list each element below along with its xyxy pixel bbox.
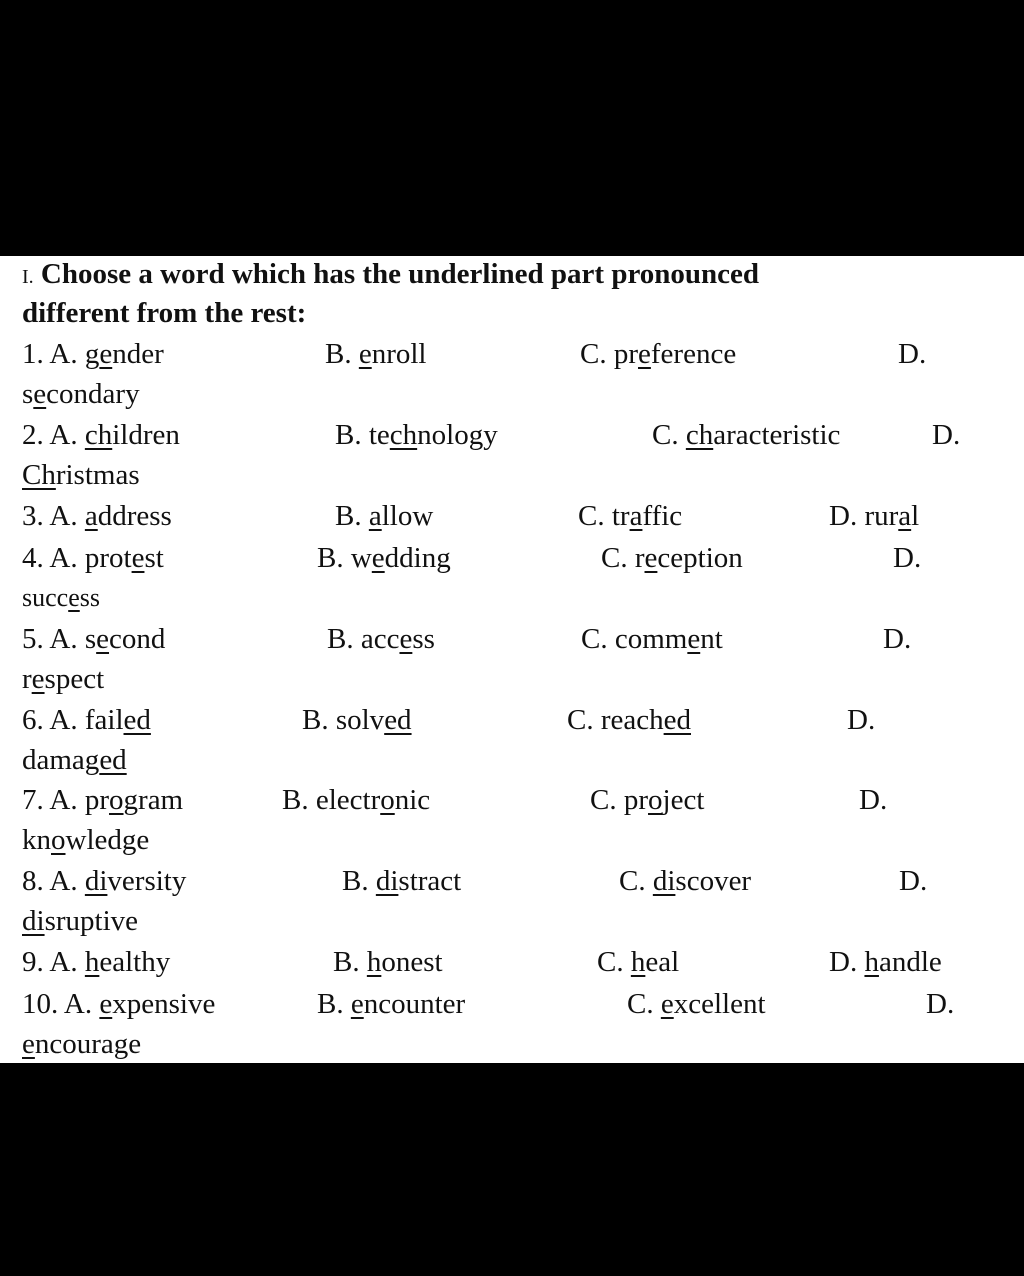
word-part: condary <box>46 378 140 410</box>
option-label: A. <box>49 704 78 736</box>
word-part: ncourage <box>34 1028 142 1060</box>
option-label: D. <box>893 542 922 574</box>
word-part: ristmas <box>55 459 140 491</box>
underlined-part: e <box>99 988 113 1020</box>
question-number: 5. <box>22 623 44 655</box>
underlined-part: ch <box>84 419 113 451</box>
question-number: 2. <box>22 419 44 451</box>
option-label: C. <box>590 784 617 816</box>
word-part: onest <box>381 946 443 978</box>
option-c-q6 <box>567 702 691 738</box>
option-b-q8 <box>342 863 461 899</box>
option-label: A. <box>63 988 93 1020</box>
option-a-q3 <box>22 498 172 534</box>
option-c-q8 <box>619 863 751 899</box>
option-label: A. <box>49 784 78 816</box>
question-number: 9. <box>22 946 44 978</box>
option-c-q7 <box>590 782 704 818</box>
word-part: scover <box>675 865 752 897</box>
underlined-part: e <box>22 1028 35 1060</box>
option-label: D. <box>847 704 876 736</box>
instruction-text-1: Choose a word which has the underlined part pronounced <box>40 258 760 290</box>
word-part: ference <box>650 338 737 370</box>
option-label: B. <box>325 338 352 370</box>
option-c-q2 <box>652 417 840 453</box>
question-number: 10. <box>22 988 59 1020</box>
word-part: rur <box>864 500 899 532</box>
instruction-text-2: different from the rest: <box>22 297 307 329</box>
option-c-q5 <box>581 621 723 657</box>
option-label: B. <box>317 542 344 574</box>
underlined-part: e <box>99 338 113 370</box>
underlined-part: di <box>652 865 676 897</box>
option-d-q6 <box>847 702 875 738</box>
option-c-q1 <box>580 336 736 372</box>
instruction-heading <box>22 256 759 295</box>
underlined-part: a <box>898 500 912 532</box>
option-a-q9 <box>22 944 170 980</box>
option-label: C. <box>578 500 605 532</box>
underlined-part: e <box>358 338 372 370</box>
word-part: wledge <box>65 824 150 856</box>
option-d-q10 <box>926 986 954 1022</box>
word-part: damag <box>22 744 100 776</box>
underlined-part: a <box>84 500 98 532</box>
word-part: xpensive <box>112 988 216 1020</box>
word-part: tr <box>611 500 630 532</box>
underlined-part: ed <box>384 704 412 736</box>
option-d-word-q4 <box>22 580 100 616</box>
option-label: A. <box>49 946 78 978</box>
section-numeral: I. <box>22 266 34 288</box>
underlined-part: e <box>350 988 364 1020</box>
option-label: B. <box>282 784 309 816</box>
option-d-q8 <box>899 863 927 899</box>
option-label: D. <box>926 988 955 1020</box>
option-d-word-q6 <box>22 742 127 778</box>
instruction-line-1 <box>0 256 1024 296</box>
option-b-q3 <box>335 498 433 534</box>
word-part: gram <box>123 784 184 816</box>
option-b-q4 <box>317 540 451 576</box>
option-d-q9 <box>829 944 942 980</box>
option-a-q5 <box>22 621 165 657</box>
word-part: kn <box>22 824 51 856</box>
underlined-part: e <box>371 542 385 574</box>
word-part: prot <box>84 542 132 574</box>
underlined-part: e <box>660 988 674 1020</box>
word-part: spect <box>44 663 105 695</box>
option-a-q4 <box>22 540 164 576</box>
question-number: 7. <box>22 784 44 816</box>
underlined-part: h <box>366 946 382 978</box>
option-label: B. <box>335 419 362 451</box>
option-a-q8 <box>22 863 186 899</box>
option-b-q10 <box>317 986 465 1022</box>
underlined-part: o <box>109 784 124 816</box>
option-d-q7 <box>859 782 887 818</box>
underlined-part: a <box>629 500 643 532</box>
option-d-word-q1 <box>22 376 140 412</box>
option-b-q5 <box>327 621 435 657</box>
word-part: nic <box>394 784 431 816</box>
option-label: C. <box>597 946 624 978</box>
word-part: acc <box>360 623 400 655</box>
option-d-word-q7 <box>22 822 149 858</box>
word-part: ffic <box>642 500 683 532</box>
underlined-part: di <box>84 865 108 897</box>
word-part: r <box>22 663 32 695</box>
word-part: r <box>634 542 645 574</box>
word-part: st <box>144 542 164 574</box>
word-part: ss <box>79 583 100 612</box>
option-label: A. <box>49 500 78 532</box>
option-label: D. <box>898 338 927 370</box>
option-label: D. <box>932 419 961 451</box>
word-part: ception <box>657 542 743 574</box>
underlined-part: o <box>380 784 395 816</box>
word-part: ncounter <box>363 988 466 1020</box>
option-b-q9 <box>333 944 443 980</box>
underlined-part: e <box>131 542 145 574</box>
option-label: C. <box>619 865 646 897</box>
option-label: B. <box>342 865 369 897</box>
option-d-q2 <box>932 417 960 453</box>
word-part: te <box>368 419 390 451</box>
worksheet-page <box>0 256 1024 1063</box>
word-part: pr <box>613 338 639 370</box>
word-part: succ <box>22 583 69 612</box>
option-d-word-q10 <box>22 1026 141 1062</box>
word-part: fail <box>84 704 124 736</box>
word-part: ddress <box>97 500 172 532</box>
question-number: 6. <box>22 704 44 736</box>
word-part: ildren <box>112 419 180 451</box>
underlined-part: e <box>687 623 701 655</box>
option-label: B. <box>335 500 362 532</box>
word-part: w <box>350 542 372 574</box>
word-part: ss <box>412 623 435 655</box>
underlined-part: di <box>375 865 399 897</box>
option-b-q7 <box>282 782 430 818</box>
underlined-part: e <box>68 583 80 612</box>
option-label: C. <box>580 338 607 370</box>
option-c-q10 <box>627 986 766 1022</box>
option-label: B. <box>302 704 329 736</box>
option-d-q4 <box>893 540 921 576</box>
word-part: nder <box>112 338 164 370</box>
underlined-part: e <box>638 338 651 370</box>
word-part: llow <box>381 500 434 532</box>
word-part: andle <box>878 946 942 978</box>
option-label: A. <box>49 542 78 574</box>
option-d-q5 <box>883 621 911 657</box>
question-number: 3. <box>22 500 44 532</box>
word-part: nology <box>417 419 498 451</box>
word-part: electr <box>315 784 381 816</box>
option-c-q9 <box>597 944 679 980</box>
option-label: B. <box>327 623 354 655</box>
option-label: A. <box>49 623 78 655</box>
option-label: D. <box>829 500 858 532</box>
option-label: D. <box>899 865 928 897</box>
option-label: A. <box>49 865 78 897</box>
underlined-part: Ch <box>22 459 56 491</box>
word-part: s <box>22 378 34 410</box>
option-label: C. <box>627 988 654 1020</box>
word-part: g <box>84 338 100 370</box>
word-part: nt <box>700 623 723 655</box>
word-part: versity <box>107 865 187 897</box>
option-label: C. <box>581 623 608 655</box>
word-part: pr <box>623 784 649 816</box>
underlined-part: h <box>864 946 879 978</box>
underlined-part: o <box>51 824 66 856</box>
instruction-line-2 <box>0 295 1024 335</box>
question-number: 4. <box>22 542 44 574</box>
option-label: D. <box>883 623 912 655</box>
option-d-q1 <box>898 336 926 372</box>
option-label: C. <box>567 704 594 736</box>
underlined-part: di <box>22 905 45 937</box>
word-part: ject <box>662 784 705 816</box>
underlined-part: e <box>96 623 110 655</box>
word-part: eal <box>645 946 680 978</box>
option-a-q2 <box>22 417 180 453</box>
option-a-q7 <box>22 782 183 818</box>
underlined-part: e <box>399 623 413 655</box>
underlined-part: e <box>33 378 47 410</box>
word-part: comm <box>614 623 688 655</box>
option-b-q6 <box>302 702 412 738</box>
option-b-q1 <box>325 336 427 372</box>
word-part: ealthy <box>99 946 171 978</box>
word-part: stract <box>398 865 462 897</box>
option-d-word-q2 <box>22 457 140 493</box>
underlined-part: ed <box>99 744 127 776</box>
option-b-q2 <box>335 417 498 453</box>
underlined-part: ch <box>389 419 418 451</box>
option-d-word-q8 <box>22 903 138 939</box>
underlined-part: ed <box>663 704 691 736</box>
question-number: 1. <box>22 338 44 370</box>
underlined-part: ch <box>685 419 714 451</box>
underlined-part: a <box>368 500 382 532</box>
option-a-q10 <box>22 986 215 1022</box>
word-part: dding <box>384 542 451 574</box>
underlined-part: o <box>648 784 663 816</box>
word-part: pr <box>84 784 110 816</box>
option-label: A. <box>49 419 78 451</box>
option-c-q4 <box>601 540 743 576</box>
word-part: cond <box>109 623 166 655</box>
option-d-q3 <box>829 498 919 534</box>
underlined-part: ed <box>123 704 151 736</box>
word-part: nroll <box>371 338 427 370</box>
option-d-word-q5 <box>22 661 104 697</box>
word-part: reach <box>600 704 664 736</box>
option-a-q6 <box>22 702 151 738</box>
underlined-part: e <box>644 542 658 574</box>
option-label: B. <box>317 988 344 1020</box>
option-label: D. <box>859 784 888 816</box>
word-part: xcellent <box>673 988 766 1020</box>
option-label: C. <box>601 542 628 574</box>
option-label: C. <box>652 419 679 451</box>
option-label: B. <box>333 946 360 978</box>
option-a-q1 <box>22 336 164 372</box>
option-label: D. <box>829 946 858 978</box>
word-part: solv <box>335 704 385 736</box>
underlined-part: h <box>84 946 100 978</box>
word-part: l <box>911 500 920 532</box>
question-number: 8. <box>22 865 44 897</box>
option-c-q3 <box>578 498 682 534</box>
underlined-part: h <box>630 946 646 978</box>
option-label: A. <box>49 338 78 370</box>
underlined-part: e <box>31 663 45 695</box>
word-part: aracteristic <box>713 419 841 451</box>
word-part: s <box>84 623 97 655</box>
word-part: sruptive <box>44 905 138 937</box>
